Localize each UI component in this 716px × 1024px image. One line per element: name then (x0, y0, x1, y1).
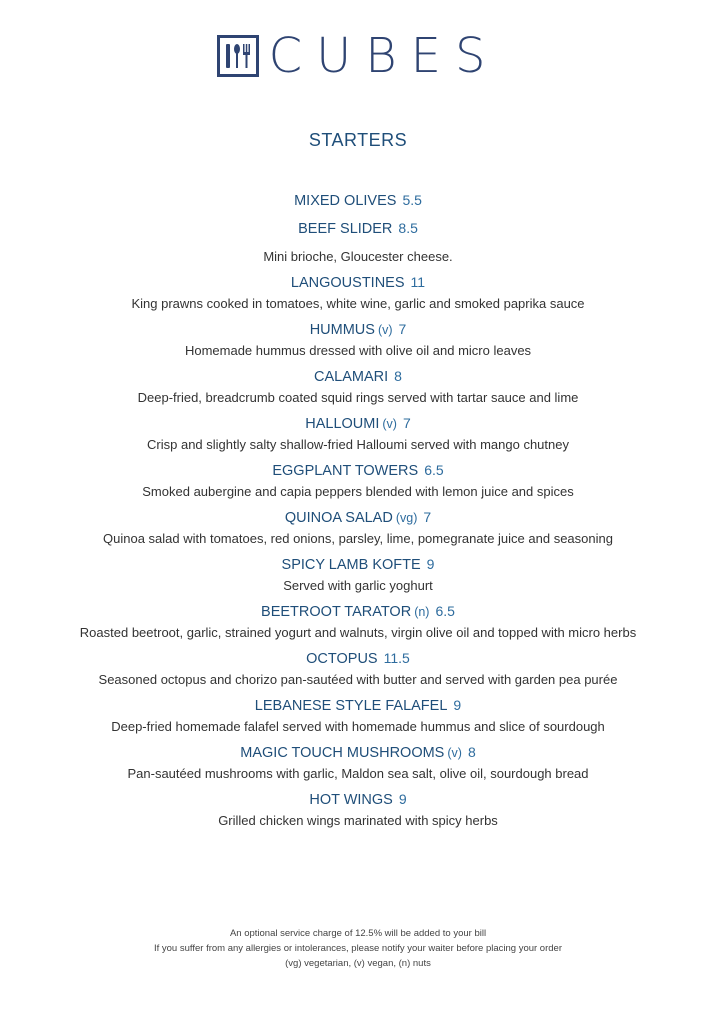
menu-item-heading (0, 190, 716, 212)
dietary-legend: (vg) vegetarian, (v) vegan, (n) nuts (285, 958, 431, 969)
menu-item-heading (0, 601, 716, 623)
menu-item-price: 7 (398, 321, 407, 337)
menu-item-heading (0, 742, 716, 764)
menu-item (0, 507, 716, 548)
menu-item-price: 8.5 (398, 220, 418, 236)
allergy-note: If you suffer from any allergies or intolerances, please notify your waiter before placing your order (153, 943, 562, 954)
menu-item-price: 11.5 (383, 650, 410, 666)
menu-item-heading (0, 554, 716, 576)
menu-item-description: Seasoned octopus and chorizo pan-sautéed with butter and served with garden pea purée (98, 672, 618, 687)
menu-item-description: Grilled chicken wings marinated with spicy herbs (218, 813, 498, 828)
menu-item-name: MIXED OLIVES (294, 193, 397, 209)
menu-item-name: OCTOPUS (306, 651, 378, 667)
menu-item-name: LEBANESE STYLE FALAFEL (254, 698, 448, 714)
menu-item-description: Homemade hummus dressed with olive oil and micro leaves (184, 343, 532, 358)
menu-item (0, 648, 716, 689)
menu-item-price: 8 (467, 744, 476, 760)
menu-item-name: SPICY LAMB KOFTE (281, 557, 421, 573)
menu-item-description: Pan-sautéed mushrooms with garlic, Maldon sea salt, olive oil, sourdough bread (127, 766, 589, 781)
menu-item-name: BEETROOT TARATOR (261, 604, 412, 620)
menu-item-price: 6.5 (424, 462, 444, 478)
menu-item (0, 601, 716, 642)
dietary-tag: (vg) (395, 511, 418, 525)
menu-item-description: Smoked aubergine and capia peppers blended with lemon juice and spices (142, 484, 574, 499)
menu-item (0, 319, 716, 360)
menu-item-description: Deep-fried, breadcrumb coated squid rings served with tartar sauce and lime (137, 390, 579, 405)
dietary-tag: (v) (382, 417, 397, 431)
menu-item-heading (0, 366, 716, 388)
menu-item-description: King prawns cooked in tomatoes, white wine, garlic and smoked paprika sauce (131, 296, 585, 311)
menu-item-heading (0, 695, 716, 717)
menu-item-name: HUMMUS (309, 322, 375, 338)
menu-item-heading (0, 218, 716, 240)
menu-item-heading (0, 648, 716, 670)
menu-item-name: LANGOUSTINES (290, 275, 405, 291)
menu-item-description: Roasted beetroot, garlic, strained yogurt and walnuts, virgin olive oil and topped with micro herbs (79, 625, 637, 640)
menu-item-heading (0, 789, 716, 811)
menu-item (0, 218, 716, 266)
menu-item-description: Served with garlic yoghurt (283, 578, 433, 593)
dietary-tag: (n) (414, 605, 430, 619)
menu-item-heading (0, 272, 716, 294)
menu-item-price: 6.5 (435, 603, 455, 619)
menu-item-name: EGGPLANT TOWERS (272, 463, 419, 479)
menu-item-description: Crisp and slightly salty shallow-fried Halloumi served with mango chutney (147, 437, 569, 452)
menu-item-description: Mini brioche, Gloucester cheese. (263, 249, 453, 264)
menu-item-price: 9 (426, 556, 435, 572)
section-title: STARTERS (308, 130, 408, 150)
menu-item (0, 190, 716, 212)
menu-item-name: BEEF SLIDER (298, 221, 393, 237)
brand-name: CUBES (268, 28, 500, 84)
menu-item-price: 7 (423, 509, 432, 525)
menu-item (0, 554, 716, 595)
dietary-tag: (v) (447, 746, 462, 760)
menu-item (0, 742, 716, 783)
menu-item-price: 9 (453, 697, 462, 713)
menu-item-price: 11 (410, 274, 426, 290)
cutlery-icon (217, 35, 259, 77)
menu-item-price: 7 (402, 415, 411, 431)
menu-item-name: HOT WINGS (309, 792, 393, 808)
footer-notes (0, 926, 716, 971)
dietary-tag: (v) (377, 323, 393, 337)
menu-item-price: 5.5 (402, 192, 422, 208)
menu-item-name: MAGIC TOUCH MUSHROOMS (240, 745, 445, 761)
service-charge-note: An optional service charge of 12.5% will be added to your bill (229, 928, 487, 939)
menu-item-heading (0, 460, 716, 482)
menu-item-name: HALLOUMI (305, 416, 380, 432)
menu-item (0, 789, 716, 830)
menu-list (0, 190, 716, 830)
menu-item-heading (0, 413, 716, 435)
menu-item (0, 272, 716, 313)
menu-item-heading (0, 319, 716, 341)
brand-logo (0, 28, 716, 84)
menu-item-name: QUINOA SALAD (284, 510, 393, 526)
menu-item (0, 460, 716, 501)
menu-item (0, 413, 716, 454)
menu-item-description: Quinoa salad with tomatoes, red onions, parsley, lime, pomegranate juice and seasoning (103, 531, 613, 546)
menu-item-heading (0, 507, 716, 529)
menu-item (0, 366, 716, 407)
menu-item (0, 695, 716, 736)
menu-item-price: 8 (394, 368, 402, 384)
menu-item-name: CALAMARI (314, 369, 389, 385)
menu-item-price: 9 (398, 791, 407, 807)
menu-item-description: Deep-fried homemade falafel served with homemade hummus and slice of sourdough (111, 719, 605, 734)
